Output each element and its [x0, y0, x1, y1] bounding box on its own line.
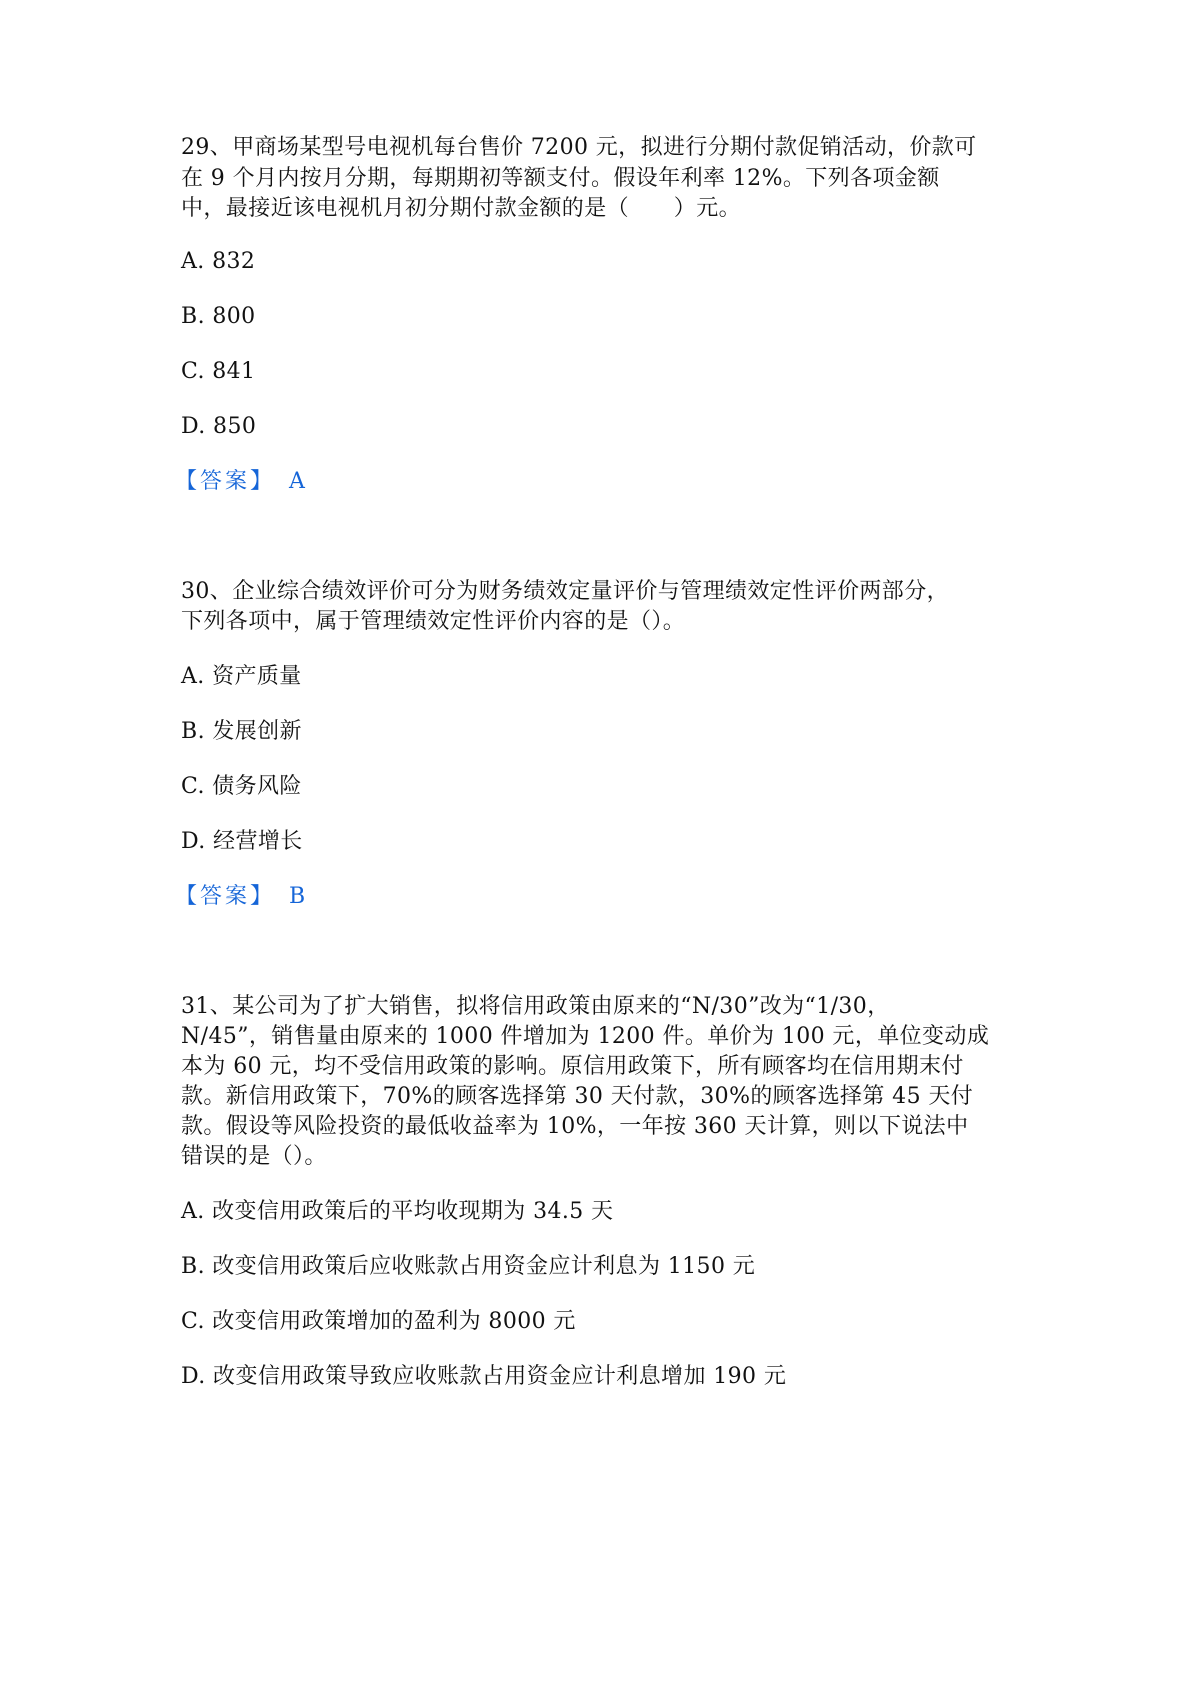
question-30-option-a: A. 资产质量 — [181, 664, 302, 689]
question-31-option-a: A. 改变信用政策后的平均收现期为 34.5 天 — [181, 1199, 614, 1224]
question-31-line-5: 款。假设等风险投资的最低收益率为 10%，一年按 360 天计算，则以下说法中 — [181, 1114, 969, 1139]
question-29-line-2: 在 9 个月内按月分期，每期期初等额支付。假设年利率 12%。下列各项金额 — [181, 166, 940, 191]
question-29-option-d: D. 850 — [181, 414, 257, 439]
question-31-line-4: 款。新信用政策下，70%的顾客选择第 30 天付款，30%的顾客选择第 45 天付 — [181, 1084, 974, 1109]
question-29-option-b: B. 800 — [181, 304, 256, 329]
question-30-option-d: D. 经营增长 — [181, 829, 303, 854]
question-30-line-1: 30、企业综合绩效评价可分为财务绩效定量评价与管理绩效定性评价两部分， — [181, 579, 949, 604]
answer-value: B — [289, 884, 306, 909]
question-29-option-a: A. 832 — [181, 249, 256, 274]
question-30-option-c: C. 债务风险 — [181, 774, 302, 799]
question-30-line-2: 下列各项中，属于管理绩效定性评价内容的是（）。 — [181, 609, 686, 634]
question-30-option-b: B. 发展创新 — [181, 719, 302, 744]
question-29-option-c: C. 841 — [181, 359, 256, 384]
question-31-option-d: D. 改变信用政策导致应收账款占用资金应计利息增加 190 元 — [181, 1364, 787, 1389]
answer-label: 【答案】 — [175, 884, 276, 909]
question-31-line-3: 本为 60 元，均不受信用政策的影响。原信用政策下，所有顾客均在信用期末付 — [181, 1054, 964, 1079]
question-31-line-2: N/45”，销售量由原来的 1000 件增加为 1200 件。单价为 100 元，单位变动成 — [181, 1024, 990, 1049]
answer-label: 【答案】 — [175, 469, 276, 494]
question-31-option-c: C. 改变信用政策增加的盈利为 8000 元 — [181, 1309, 576, 1334]
answer-value: A — [289, 469, 305, 494]
question-31-option-b: B. 改变信用政策后应收账款占用资金应计利息为 1150 元 — [181, 1254, 756, 1279]
question-31-line-1: 31、某公司为了扩大销售，拟将信用政策由原来的“N/30”改为“1/30， — [181, 994, 890, 1019]
question-30-answer — [175, 883, 305, 911]
question-29-answer — [175, 468, 305, 496]
question-29-line-1: 29、甲商场某型号电视机每台售价 7200 元，拟进行分期付款促销活动，价款可 — [181, 135, 977, 160]
question-31-line-6: 错误的是（）。 — [181, 1144, 327, 1169]
question-29-line-3: 中，最接近该电视机月初分期付款金额的是（ ）元。 — [181, 196, 742, 221]
